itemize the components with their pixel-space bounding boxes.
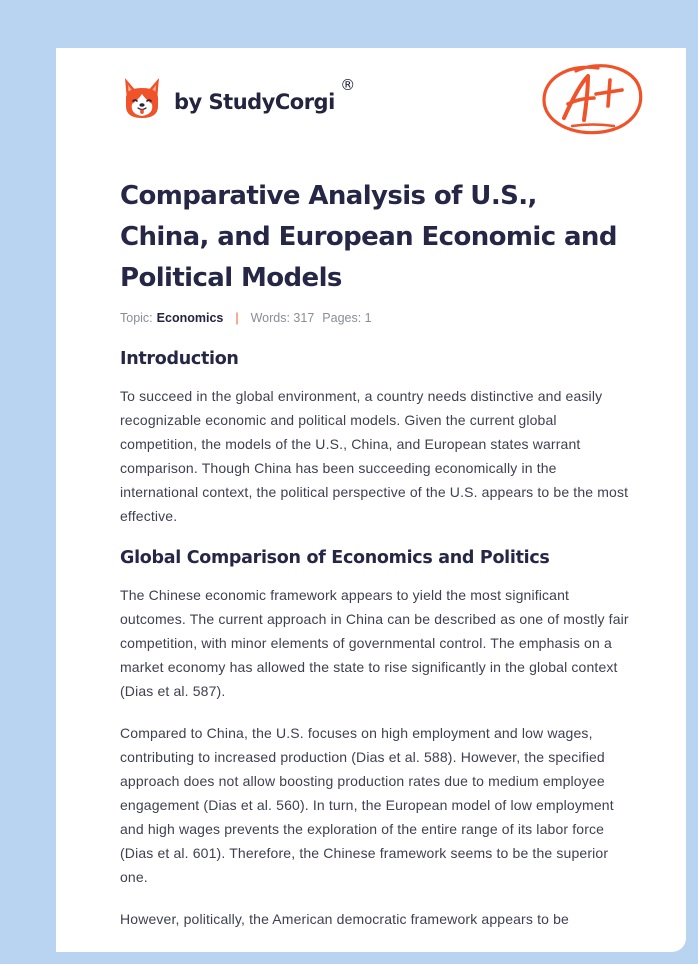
paragraph: The Chinese economic framework appears to yield the most significant outcomes. The current approach in China can be described as one of mostly fair competition, with minor elements of governmental control. The emphasis on a market economy has allowed the state to rise significantly in the global context (Dias et al. 587).	[120, 587, 629, 699]
a-plus-circle-icon	[538, 60, 648, 140]
brand-text: by StudyCorgi	[174, 90, 335, 114]
document-meta	[120, 311, 632, 325]
corgi-icon	[122, 76, 162, 120]
studycorgi-logo[interactable]	[122, 76, 355, 120]
topic-link[interactable]: Economics	[156, 311, 224, 325]
document-card	[56, 48, 686, 952]
page-title: Comparative Analysis of U.S., China, and European Economic and Political Models	[120, 181, 617, 293]
document-content	[120, 176, 632, 931]
brand-name	[174, 76, 355, 114]
section-heading-introduction: Introduction	[120, 349, 239, 369]
meta-separator: |	[235, 311, 239, 325]
word-count: Words: 317	[250, 311, 315, 325]
paragraph: To succeed in the global environment, a country needs distinctive and easily recognizable economic and political models. Given the current global competition, the models of the U.S., China, and European states warrant comparison. Though China has been succeeding economically in the international context, the political perspective of the U.S. appears to be the most effective.	[120, 388, 629, 524]
paragraph: Compared to China, the U.S. focuses on high employment and low wages, contributing to increased production (Dias et al. 588). However, the specified approach does not allow boosting production rates due to medium employee engagement (Dias et al. 560). In turn, the European model of low employment and high wages prevents the exploration of the entire range of its labor force (Dias et al. 601). Therefore, the Chinese framework seems to be the superior one.	[120, 725, 614, 885]
section-heading-global-comparison: Global Comparison of Economics and Politics	[120, 548, 550, 568]
registered-mark: ®	[340, 76, 355, 94]
paragraph: However, politically, the American democratic framework appears to be	[120, 911, 569, 927]
page-count: Pages: 1	[322, 311, 372, 325]
topic-label: Topic:	[120, 311, 153, 325]
